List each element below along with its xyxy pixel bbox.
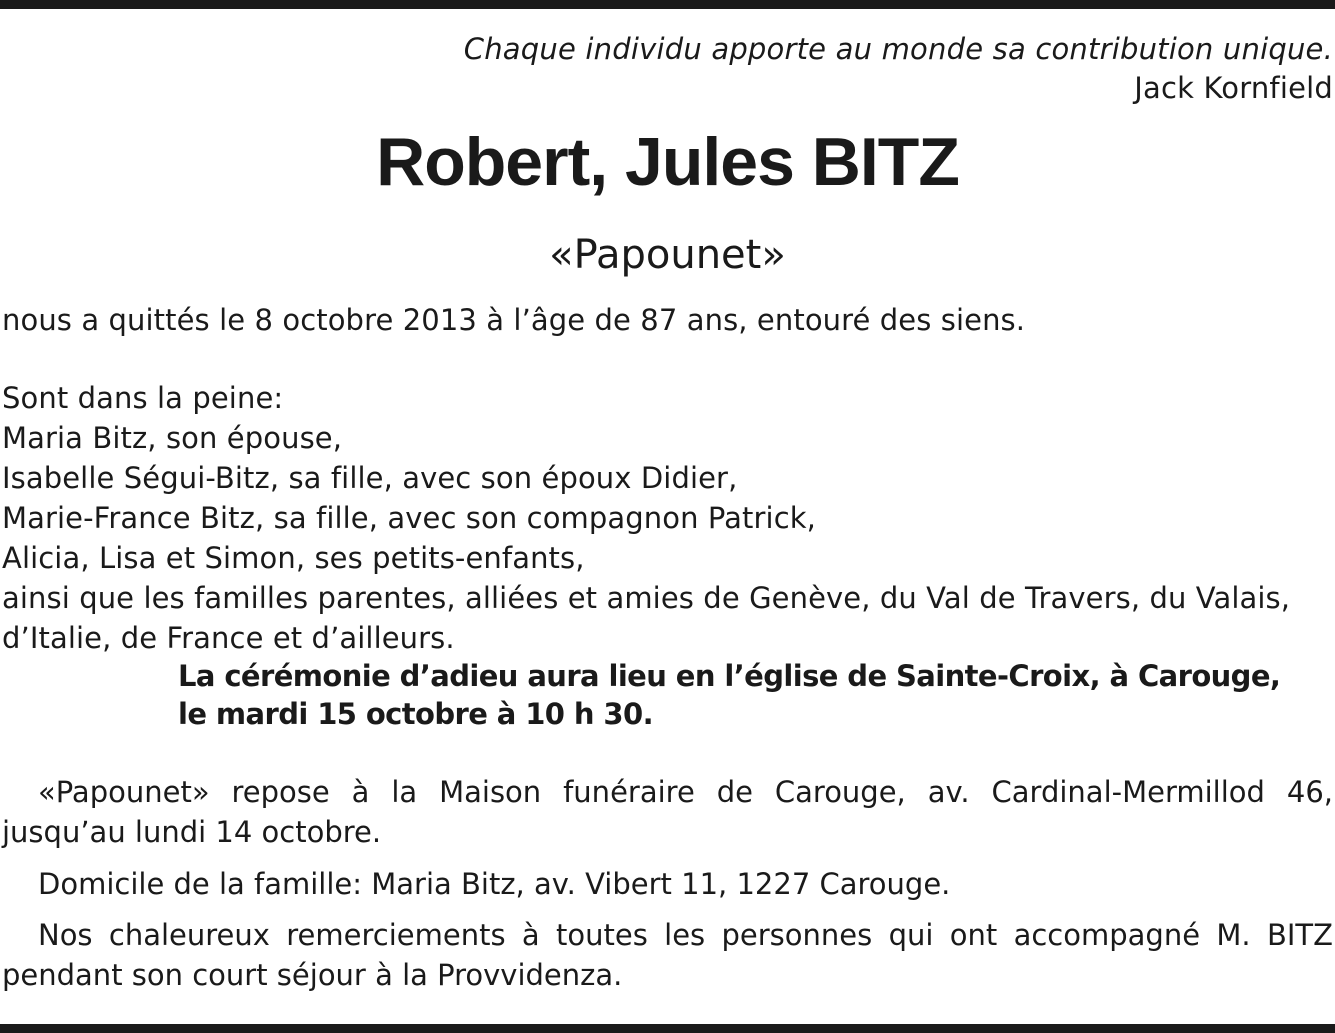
- deceased-name: Robert, Jules BITZ: [376, 124, 959, 200]
- family-list: [2, 378, 1333, 658]
- epigraph-quote: Chaque individu apporte au monde sa contribution unique.: [463, 32, 1333, 66]
- family-line: Alicia, Lisa et Simon, ses petits-enfants,: [2, 541, 585, 575]
- top-border-rule: [0, 0, 1335, 9]
- epigraph: [464, 30, 1333, 108]
- family-line: ainsi que les familles parentes, alliées et amies de Genève, du Val de Travers, du Valais,: [2, 581, 1291, 615]
- domicile-paragraph: Domicile de la famille: Maria Bitz, av. Vibert 11, 1227 Carouge.: [38, 867, 951, 901]
- repose-paragraph: «Papounet» repose à la Maison funéraire de Carouge, av. Cardinal-Mermillod 46, jusqu’au lundi 14 octobre.: [2, 775, 1333, 849]
- family-line: Marie-France Bitz, sa fille, avec son compagnon Patrick,: [2, 501, 816, 535]
- epigraph-author: Jack Kornfield: [1134, 71, 1333, 105]
- ceremony-location: La cérémonie d’adieu aura lieu en l’église de Sainte-Croix, à Carouge,: [178, 659, 1281, 693]
- deceased-nickname: «Papounet»: [549, 232, 786, 278]
- family-line: Maria Bitz, son épouse,: [2, 421, 343, 455]
- ceremony-date: le mardi 15 octobre à 10 h 30.: [178, 697, 654, 731]
- bottom-border-rule: [0, 1024, 1335, 1033]
- family-line: Isabelle Ségui-Bitz, sa fille, avec son époux Didier,: [2, 461, 738, 495]
- family-line: d’Italie, de France et d’ailleurs.: [2, 621, 455, 655]
- thanks-paragraph: Nos chaleureux remerciements à toutes les personnes qui ont accompagné M. BITZ pendant son court séjour à la Provvidenza.: [2, 918, 1333, 992]
- death-announcement: [2, 300, 1333, 340]
- ceremony-notice: [178, 657, 1280, 733]
- intro-line: nous a quittés le 8 octobre 2013 à l’âge de 87 ans, entouré des siens.: [2, 303, 1026, 337]
- family-heading: Sont dans la peine:: [2, 381, 284, 415]
